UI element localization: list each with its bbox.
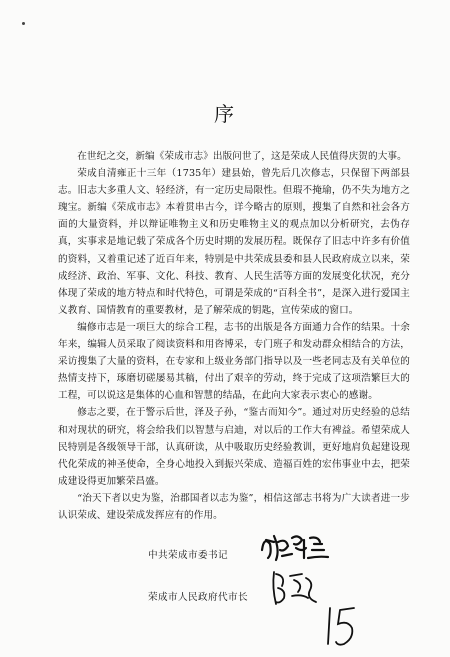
handwritten-page-mark <box>322 602 362 650</box>
paragraph-1: 在世纪之交，新编《荣成市志》出版问世了，这是荣成人民值得庆贺的大事。 <box>77 151 407 162</box>
paragraph-5: “治天下者以史为鉴，治郡国者以志为鉴”，相信这部志书将为广大读者进一步认识荣成、建设荣成发挥应有的作用。 <box>58 492 410 521</box>
page-speckle <box>22 22 25 25</box>
signature-title-party-secretary: 中共荣成市委书记 <box>148 550 228 561</box>
paragraph-3: 编修市志是一项巨大的综合工程，志书的出版是各方面通力合作的结果。十余年来，编辑人员采取了阅读资料和用咨博采，专门班子和发动群众相结合的方法，采访搜集了大量的资料，在专家和上级业务部门指导以及一些老同志及有关单位的热情支持下，琢磨切磋屡易其稿，付出了艰辛的劳动，终于完成了这项浩繁巨大的工程，可以说这是集体的心血和智慧的结晶，在此向大家表示衷心的感谢。 <box>58 321 410 402</box>
handwritten-signature-party-secretary <box>258 530 338 564</box>
signature-title-acting-mayor: 荣成市人民政府代市长 <box>148 592 248 603</box>
paragraph-2: 荣成自清雍正十三年（1735年）建县始，曾先后几次修志，只保留下两部县志。旧志大多重人文、轻经济，有一定历史局限性。但瑕不掩瑜，仍不失为地方之瑰宝。新编《荣成市志》本着贯串古今，详今略古的原则，搜集了自然和社会各方面的大量资料，并以辩证唯物主义和历史唯物主义的观点加以分析研究，去伪存真，实事求是地记载了荣成各个历史时期的发展历程。既保存了旧志中许多有价值的资料，又着重记述了近百年来，特别是中共荣成县委和县人民政府成立以来，荣成经济、政治、军事、文化、科技、教育、人民生活等方面的发展变化状况，充分体现了荣成的地方特点和时代特色，可谓是荣成的“百科全书”，是深入进行爱国主义教育、国情教育的重要教材，是了解荣成的钥匙，宣传荣成的窗口。 <box>58 168 410 316</box>
paragraph-4: 修志之要，在于警示后世，泽及子孙，“鉴古而知今”。通过对历史经验的总结和对现状的研究，将会给我们以智慧与启迪，对以后的工作大有裨益。希望荣成人民特别是各级领导干部，认真研读，从中吸取历史经验教训，更好地肩负起建设现代化荣成的神圣使命，全身心地投入到振兴荣成、造福百姓的宏伟事业中去，把荣成建设得更加繁荣昌盛。 <box>58 407 410 487</box>
preface-body <box>58 148 410 524</box>
preface-title: 序 <box>214 102 236 126</box>
handwritten-signature-acting-mayor <box>268 568 328 610</box>
